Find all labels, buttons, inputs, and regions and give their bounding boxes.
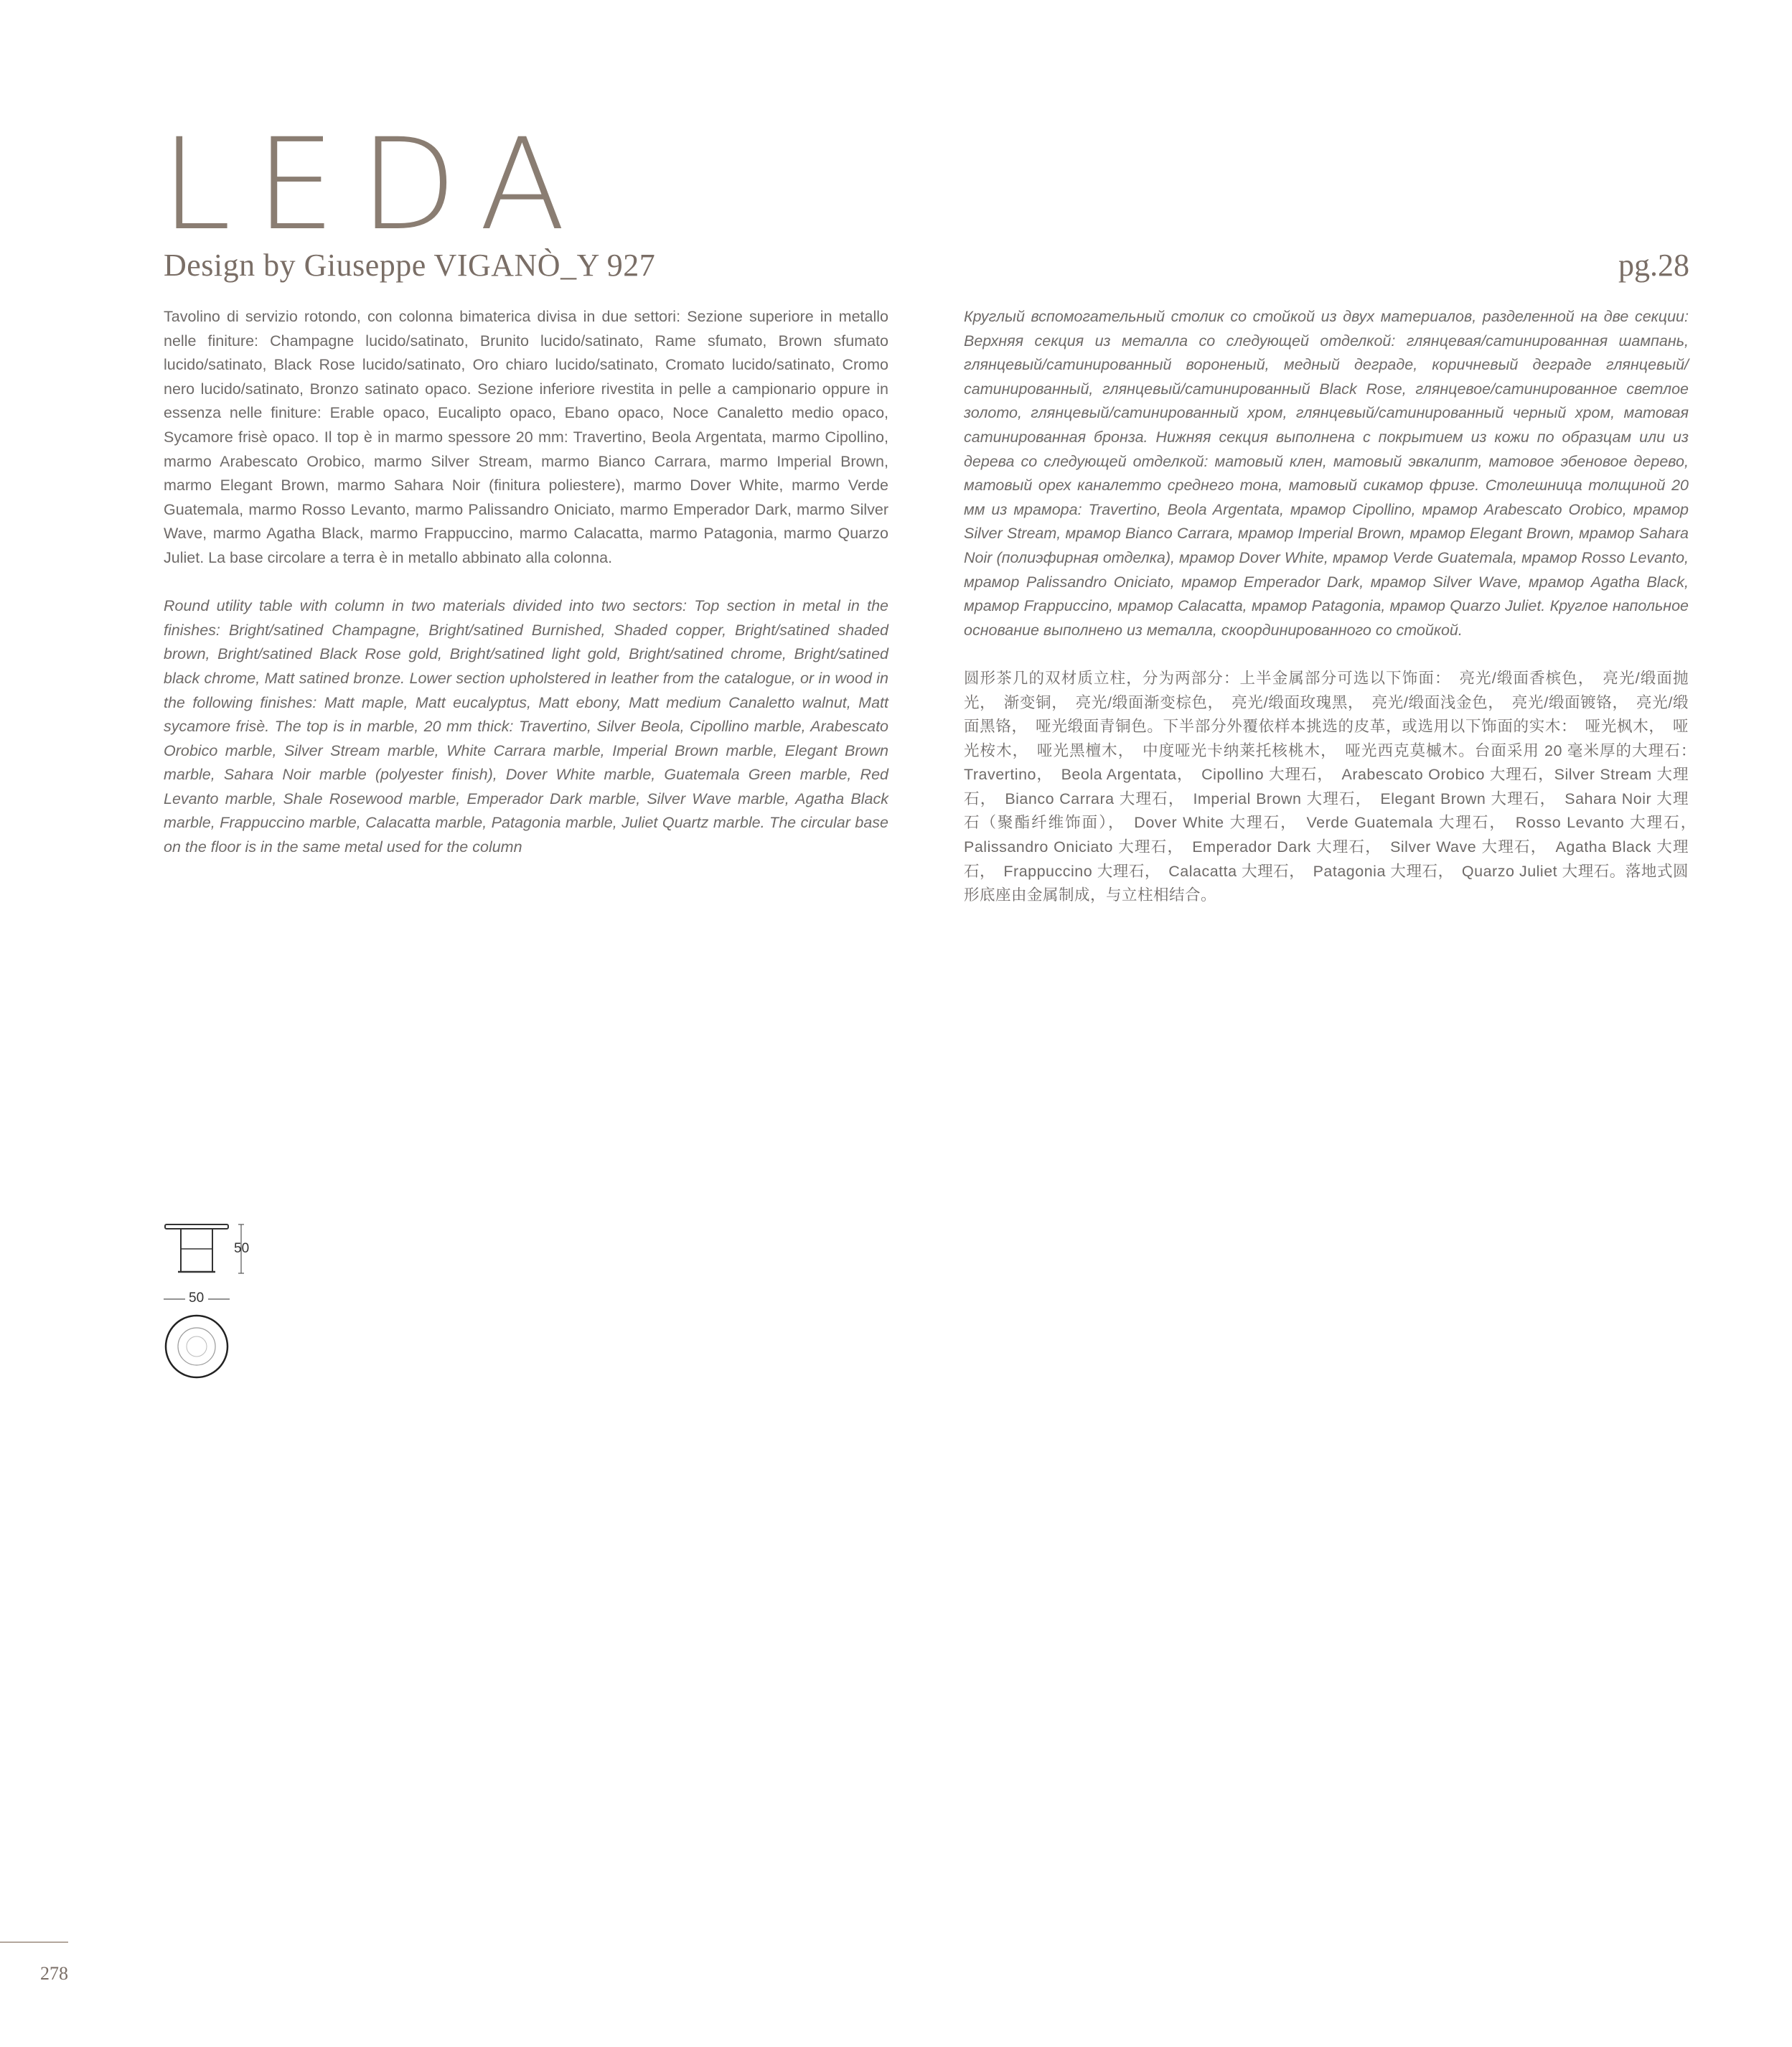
page-reference: pg.28 (1618, 248, 1689, 283)
right-text-column (964, 305, 1705, 932)
product-title: LEDA (161, 111, 591, 258)
designer-subtitle: Design by Giuseppe VIGANÒ_Y 927 (164, 248, 656, 283)
english-description: Round utility table with column in two materials divided into two sectors: Top section in metal in the finishes: Bright/satined Champagne, Bright/satined Burnished, Shaded copper, Bright/satined shaded brown, Bright/satined Black Rose gold, Bright/satined light gold, Bright/satined chrome, Bright/satined black chrome, Matt satined bronze. Lower section upholstered in leather from the catalogue, or in wood in the following finishes: Matt maple, Matt eucalyptus, Matt ebony, Matt medium Canaletto walnut, Matt sycamore frisè. The top is in marble, 20 mm thick: Travertino, Silver Beola, Cipollino marble, Arabescato Orobico marble, Silver Stream marble, White Carrara marble, Imperial Brown marble, Elegant Brown marble, Sahara Noir marble (polyester finish), Dover White marble, Guatemala Green marble, Red Levanto marble, Shale Rosewood marble, Emperador Dark marble, Silver Wave marble, Agatha Black marble, Frappuccino marble, Calacatta marble, Patagonia marble, Juliet Quartz marble. The circular base on the floor is in the same metal used for the column (164, 597, 888, 856)
table-top-view-icon (161, 1311, 233, 1382)
left-text-column (164, 305, 888, 884)
width-dimension-label: 50 (189, 1290, 205, 1306)
page-number: 278 (40, 1963, 68, 1984)
footer-rule (0, 1941, 68, 1943)
russian-description: Круглый вспомогательный столик со стойкой из двух материалов, разделенной на две секции: Верхняя секция из металла со следующей отделкой: глянцевая/сатинированная шампань, глянцевый/сатинированный вороненый, медный деграде, коричневый деграде глянцевый/сатинированный, глянцевый/сатинированный Black Rose, глянцевое/сатинированное светлое золото, глянцевый/сатинированный хром, глянцевый/сатинированный черный хром, матовая сатинированная бронза. Нижняя секция выполнена с покрытием из кожи по образцам или из дерева со следующей отделкой: матовый клен, матовый эвкалипт, матовое эбеновое дерево, матовый орех каналетто среднего тона, матовый сикамор фризе. Столешница толщиной 20 мм из мрамора: Travertino, Beola Argentata, мрамор Cipollino, мрамор Arabescato Orobico, мрамор Silver Stream, мрамор Bianco Carrara, мрамор Imperial Brown, мрамор Elegant Brown, мрамор Sahara Noir (полиэфирная отделка), мрамор Dover White, мрамор Verde Guatemala, мрамор Rosso Levanto, мрамор Palissandro Oniciato, мрамор Emperador Dark, мрамор Silver Wave, мрамор Agatha Black, мрамор Frappuccino, мрамор Calacatta, мрамор Patagonia, мрамор Quarzo Juliet. Круглое напольное основание выполнено из металла, скоординированного со стойкой. (964, 308, 1689, 639)
chinese-description: 圆形茶几的双材质立柱，分为两部分：上半金属部分可选以下饰面： 亮光/缎面香槟色， 亮光/缎面抛光， 渐变铜， 亮光/缎面渐变棕色， 亮光/缎面玫瑰黑， 亮光/缎面浅金色， 亮光/缎面镀铬， 亮光/缎面黑铬， 哑光缎面青铜色。下半部分外覆依样本挑选的皮革，或选用以下饰面的实木： 哑光枫木， 哑光桉木， 哑光黑檀木， 中度哑光卡纳莱托核桃木， 哑光西克莫槭木。台面采用 20 毫米厚的大理石： Travertino， Beola Argentata， Cipollino 大理石， Arabescato Orobico 大理石，Silver Stream 大理石， Bianco Carrara 大理石， Imperial Brown 大理石， Elegant Brown 大理石， Sahara Noir 大理石（聚酯纤维饰面）， Dover White 大理石， Verde Guatemala 大理石， Rosso Levanto 大理石， Palissandro Oniciato 大理石， Emperador Dark 大理石， Silver Wave 大理石， Agatha Black 大理石， Frappuccino 大理石， Calacatta 大理石， Patagonia 大理石， Quarzo Juliet 大理石。落地式圆形底座由金属制成，与立柱相结合。 (964, 669, 1705, 904)
italian-description: Tavolino di servizio rotondo, con colonna bimaterica divisa in due settori: Sezione superiore in metallo nelle finiture: Champagne lucido/satinato, Brunito lucido/satinato, Rame sfumato, Brown sfumato lucido/satinato, Black Rose lucido/satinato, Oro chiaro lucido/satinato, Cromato lucido/satinato, Cromo nero lucido/satinato, Bronzo satinato opaco. Sezione inferiore rivestita in pelle a campionario oppure in essenza nelle finiture: Erable opaco, Eucalipto opaco, Ebano opaco, Noce Canaletto medio opaco, Sycamore frisè opaco. Il top è in marmo spessore 20 mm: Travertino, Beola Argentata, marmo Cipollino, marmo Arabescato Orobico, marmo Silver Stream, marmo Bianco Carrara, marmo Imperial Brown, marmo Elegant Brown, marmo Sahara Noir (finitura poliestere), marmo Dover White, marmo Verde Guatemala, marmo Rosso Levanto, marmo Palissandro Oniciato, marmo Emperador Dark, marmo Silver Wave, marmo Agatha Black, marmo Frappuccino, marmo Calacatta, marmo Patagonia, marmo Quarzo Juliet. La base circolare a terra è in metallo abbinato alla colonna. (164, 308, 888, 566)
height-dimension-label: 50 (234, 1241, 250, 1256)
dimension-drawings (159, 1220, 274, 1407)
